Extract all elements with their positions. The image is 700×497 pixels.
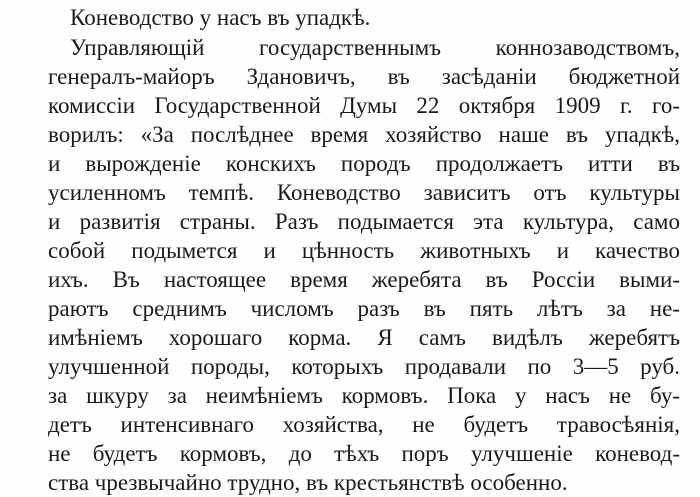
paragraph-line: раютъ среднимъ числомъ разъ въ пять лѣтъ за не- <box>48 296 680 321</box>
paragraph-line: генералъ-майоръ Здановичъ, въ засѣданіи бюджетной <box>48 64 680 89</box>
paragraph-line: ихъ. Въ настоящее время жеребята въ Россіи выми- <box>48 267 680 292</box>
section-heading: Коневодство у насъ въ упадкѣ. <box>70 5 371 30</box>
paragraph-line: имѣніемъ хорошаго корма. Я самъ видѣлъ жеребятъ <box>48 325 680 350</box>
paragraph-line: детъ интенсивнаго хозяйства, не будетъ травосѣянія, <box>48 412 680 437</box>
paragraph-line: ворилъ: «За послѣднее время хозяйство наше въ упадкѣ, <box>48 122 680 147</box>
paragraph-line: усиленномъ темпѣ. Коневодство зависитъ отъ культуры <box>48 180 680 205</box>
paragraph-line: за шкуру за неимѣніемъ кормовъ. Пока у насъ не бу- <box>48 383 680 408</box>
paragraph-line: собой подымется и цѣнность животныхъ и качество <box>48 238 680 263</box>
paragraph-line: комиссіи Государственной Думы 22 октября 1909 г. го- <box>48 93 680 118</box>
paragraph-line: и вырожденіе конскихъ породъ продолжаетъ итти въ <box>48 151 680 176</box>
paragraph-line: улучшенной породы, которыхъ продавали по 3—5 руб. <box>48 354 680 379</box>
paragraph-line: Управляющій государственнымъ коннозаводствомъ, <box>70 35 680 60</box>
paragraph-line: и развитія страны. Разъ подымается эта культура, само <box>48 209 680 234</box>
paragraph-line: не будетъ кормовъ, до тѣхъ поръ улучшеніе коневод- <box>48 441 680 466</box>
paragraph-line: ства чрезвычайно трудно, въ крестьянствѣ особенно. <box>48 470 568 495</box>
